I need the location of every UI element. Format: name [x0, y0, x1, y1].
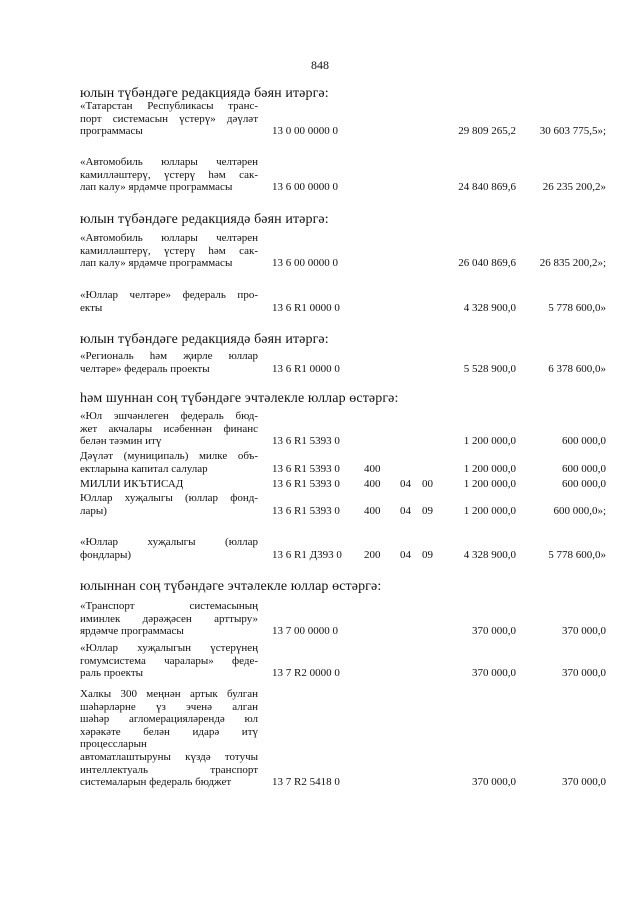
value-cell: 24 840 869,6 — [458, 181, 516, 194]
value-cell: 600 000,0 — [562, 478, 606, 490]
vr-code-cell: 400 — [364, 504, 381, 517]
section-code-cell: 04 — [400, 478, 411, 490]
row-name-line: МИЛЛИ ИКЪТИСАД — [80, 478, 184, 490]
row-name-line: гомумсистема чаралары» федe- — [80, 654, 258, 667]
row-name-line: лап калу» ярдәмче программасы — [80, 181, 233, 194]
row-name — [80, 289, 258, 314]
value-cell: 26 040 869,6 — [458, 257, 516, 270]
value-cell: 1 200 000,0 — [463, 435, 516, 448]
value-cell: 5 778 600,0» — [548, 301, 606, 314]
section-heading: һәм шуннан соң түбәндәге эчтәлекле юллар өстәргә: — [80, 391, 399, 406]
row-name — [80, 478, 258, 491]
row-name-line: шәһәрләрне үз эченә алган — [80, 700, 258, 713]
row-name-line: жет акчалары исәбеннән финанс — [80, 422, 258, 435]
row-name — [80, 350, 258, 375]
value-cell: 600 000,0 — [562, 435, 606, 448]
row-name — [80, 450, 258, 475]
value-cell: 370 000,0 — [562, 625, 606, 638]
row-name-line: ярдәмче программасы — [80, 625, 184, 638]
row-name-line: екты — [80, 301, 103, 314]
value-cell: 1 200 000,0 — [463, 462, 516, 475]
section-heading: юлын түбәндәге редакциядә бәян итәргә: — [80, 332, 329, 347]
value-cell: 6 378 600,0» — [548, 362, 606, 375]
table-row — [0, 642, 640, 680]
row-name-line: «Юллар хуҗалыгы (юллар — [80, 536, 258, 548]
row-name-line: фондлары) — [80, 548, 132, 561]
section-code-cell: 04 — [400, 504, 411, 517]
row-name-line: лап калу» ярдәмче программасы — [80, 257, 233, 270]
row-name-line: программасы — [80, 125, 143, 138]
section-heading: юлыннан соң түбәндәге эчтәлекле юллар өстәргә: — [80, 579, 382, 594]
row-name — [80, 600, 258, 638]
table-row — [0, 232, 640, 270]
table-row — [0, 450, 640, 475]
table-row — [0, 600, 640, 638]
value-cell: 370 000,0 — [472, 667, 516, 680]
code-cell: 13 6 R1 5393 0 — [272, 504, 340, 517]
subsection-code-cell: 09 — [422, 504, 433, 517]
code-cell: 13 7 R2 0000 0 — [272, 667, 340, 680]
vr-code-cell: 400 — [364, 478, 381, 490]
row-name-line: раль проекты — [80, 667, 144, 680]
vr-code-cell: 400 — [364, 462, 381, 475]
value-cell: 1 200 000,0 — [463, 504, 516, 517]
value-cell: 26 835 200,2»; — [539, 257, 606, 270]
row-name-line: «Транспорт системасының — [80, 600, 258, 612]
table-row — [0, 410, 640, 448]
value-cell: 4 328 900,0 — [463, 548, 516, 561]
table-row — [0, 478, 640, 491]
code-cell: 13 0 00 0000 0 — [272, 125, 338, 138]
row-name-line: белән тәэмин итү — [80, 435, 162, 448]
code-cell: 13 6 R1 5393 0 — [272, 435, 340, 448]
row-name-line: шәһәр агломерацияләрендә юл — [80, 713, 258, 726]
row-name — [80, 642, 258, 680]
row-name-line: Халкы 300 меңнән артык булган — [80, 688, 258, 700]
row-name-line: порт системасын үстерү» дәүләт — [80, 112, 258, 125]
table-row — [0, 100, 640, 138]
value-cell: 5 528 900,0 — [463, 362, 516, 375]
value-cell: 30 603 775,5»; — [539, 125, 606, 138]
row-name-line: Юллар хуҗалыгы (юллар фонд- — [80, 492, 258, 504]
row-name-line: «Автомобиль юллары челтәрен — [80, 156, 258, 168]
row-name — [80, 156, 258, 194]
value-cell: 600 000,0 — [562, 462, 606, 475]
value-cell: 4 328 900,0 — [463, 301, 516, 314]
row-name-line: автоматлаштыруны күздә тотучы — [80, 750, 258, 763]
row-name-line: «Юллар хуҗалыгын үстерүнең — [80, 642, 258, 654]
code-cell: 13 7 00 0000 0 — [272, 625, 338, 638]
row-name — [80, 232, 258, 270]
page-number: 848 — [311, 58, 329, 72]
subsection-code-cell: 00 — [422, 478, 433, 490]
row-name-line: «Татарстан Республикасы транс- — [80, 100, 258, 112]
code-cell: 13 6 R1 5393 0 — [272, 478, 340, 490]
section-heading: юлын түбәндәге редакциядә бәян итәргә: — [80, 212, 329, 227]
row-name-line: системаларын федераль бюджет — [80, 776, 232, 789]
row-name-line: камилләштерү, үстерү һәм сак- — [80, 244, 258, 257]
value-cell: 600 000,0»; — [553, 504, 606, 517]
code-cell: 13 6 R1 5393 0 — [272, 462, 340, 475]
table-row — [0, 156, 640, 194]
value-cell: 1 200 000,0 — [463, 478, 516, 490]
subsection-code-cell: 09 — [422, 548, 433, 561]
row-name-line: «Региональ һәм җирле юллар — [80, 350, 258, 362]
code-cell: 13 7 R2 5418 0 — [272, 776, 340, 789]
row-name-line: лары) — [80, 504, 107, 517]
row-name — [80, 100, 258, 138]
row-name-line: иминлек дәрәҗәсен арттыру» — [80, 612, 258, 625]
value-cell: 29 809 265,2 — [458, 125, 516, 138]
row-name-line: ектларына капитал салулар — [80, 462, 208, 475]
table-row — [0, 536, 640, 561]
row-name-line: процессларын — [80, 738, 147, 751]
row-name-line: хәрәкәте белән идарә итү — [80, 725, 258, 738]
section-heading: юлын түбәндәге редакциядә бәян итәргә: — [80, 86, 329, 101]
value-cell: 370 000,0 — [472, 625, 516, 638]
row-name — [80, 410, 258, 448]
row-name-line: «Автомобиль юллары челтәрен — [80, 232, 258, 244]
table-row — [0, 492, 640, 517]
vr-code-cell: 200 — [364, 548, 381, 561]
row-name-line: «Юл эшчәнлеген федераль бюд- — [80, 410, 258, 422]
table-row — [0, 289, 640, 314]
row-name-line: камилләштерү, үстерү һәм сак- — [80, 168, 258, 181]
code-cell: 13 6 00 0000 0 — [272, 181, 338, 194]
row-name-line: Дәүләт (муниципаль) милке объ- — [80, 450, 258, 462]
value-cell: 370 000,0 — [562, 667, 606, 680]
code-cell: 13 6 R1 0000 0 — [272, 362, 340, 375]
row-name-line: челтәре» федераль проекты — [80, 362, 210, 375]
row-name — [80, 492, 258, 517]
value-cell: 5 778 600,0» — [548, 548, 606, 561]
row-name-line: «Юллар челтәре» федераль про- — [80, 289, 258, 301]
code-cell: 13 6 00 0000 0 — [272, 257, 338, 270]
value-cell: 26 235 200,2» — [542, 181, 606, 194]
table-row — [0, 350, 640, 375]
row-name-line: интеллектуаль транспорт — [80, 763, 258, 776]
table-row — [0, 688, 640, 789]
row-name — [80, 688, 258, 789]
value-cell: 370 000,0 — [562, 776, 606, 789]
code-cell: 13 6 R1 Д393 0 — [272, 548, 342, 561]
row-name — [80, 536, 258, 561]
value-cell: 370 000,0 — [472, 776, 516, 789]
code-cell: 13 6 R1 0000 0 — [272, 301, 340, 314]
section-code-cell: 04 — [400, 548, 411, 561]
